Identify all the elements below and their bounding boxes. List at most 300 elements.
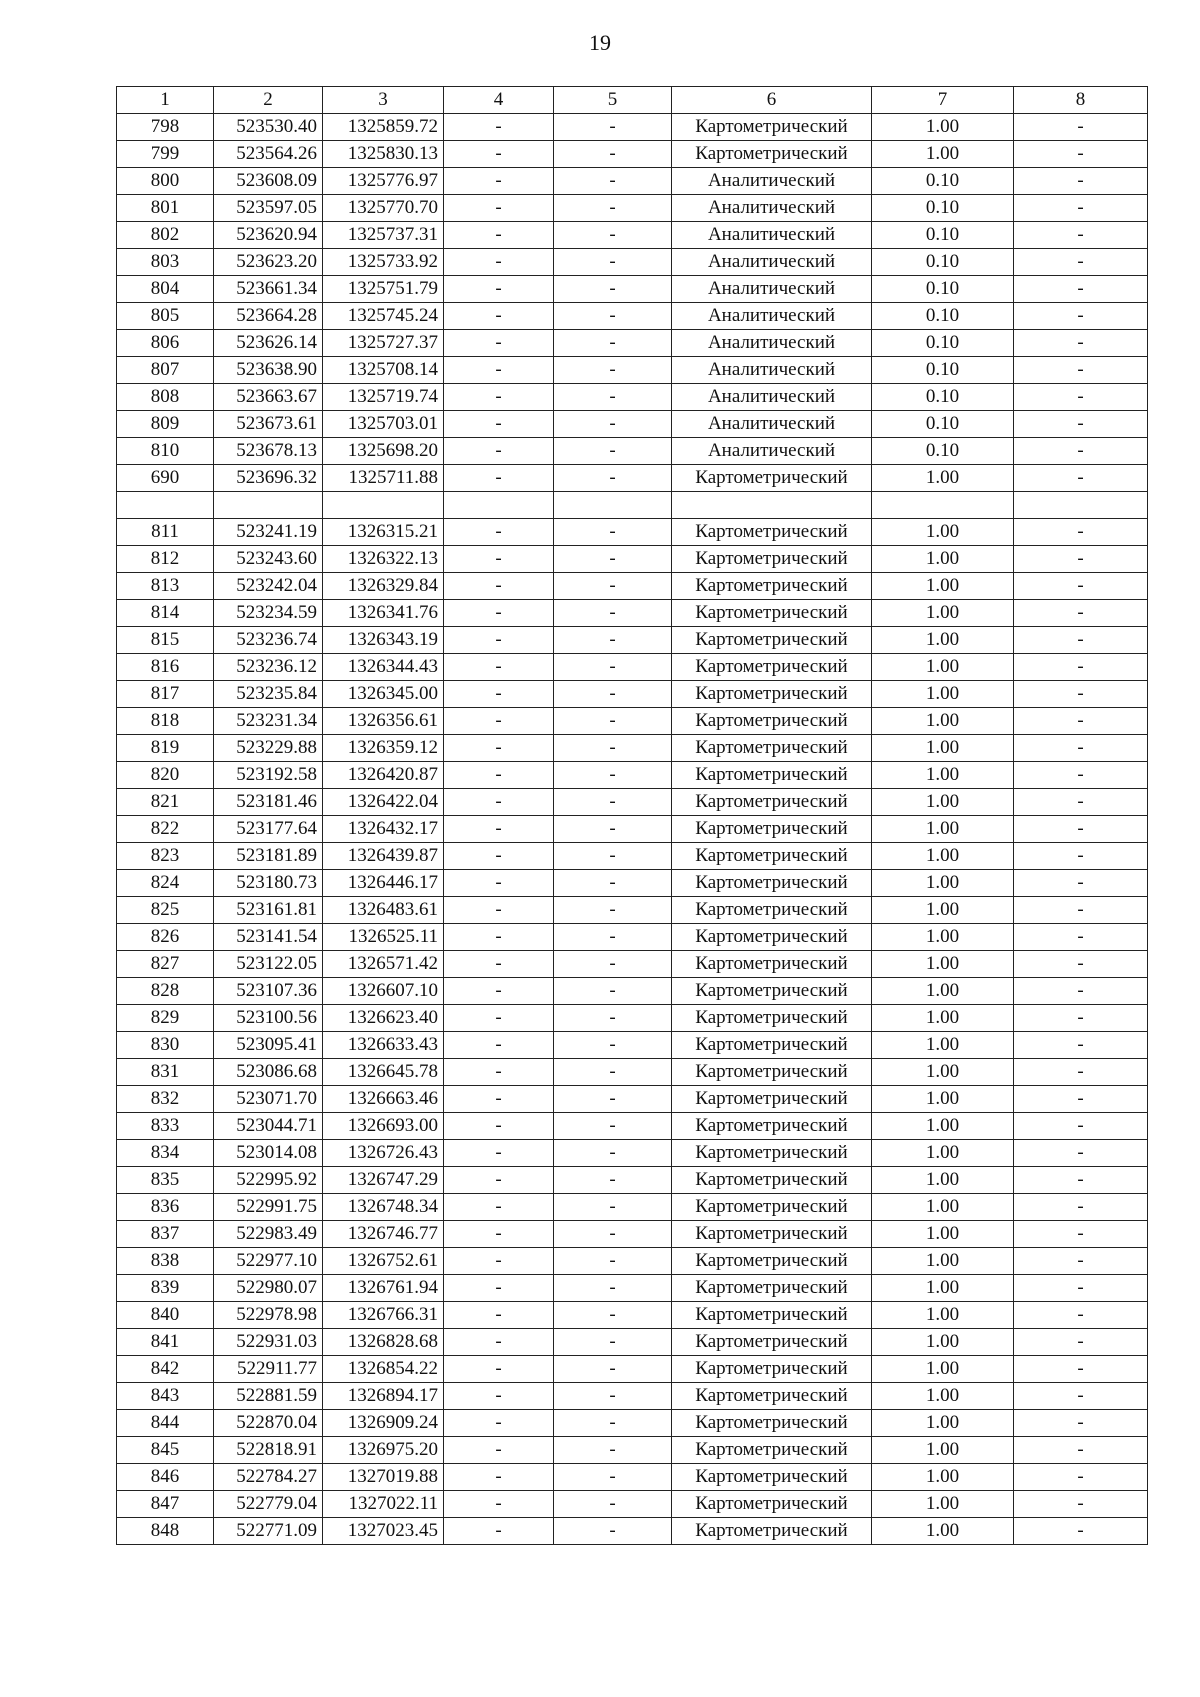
point-number-cell: 831 [117,1059,214,1086]
col4-value-cell: - [444,1194,554,1221]
y-coordinate-cell: 1325859.72 [323,114,444,141]
method-cell: Картометрический [672,924,872,951]
method-cell: Картометрический [672,1167,872,1194]
col8-value-cell: - [1014,168,1148,195]
point-number-cell: 825 [117,897,214,924]
method-cell: Аналитический [672,276,872,303]
y-coordinate-cell: 1326322.13 [323,546,444,573]
accuracy-cell: 1.00 [872,1140,1014,1167]
point-number-cell: 800 [117,168,214,195]
col5-value-cell: - [554,1113,672,1140]
col4-value-cell: - [444,1248,554,1275]
method-cell: Картометрический [672,1194,872,1221]
accuracy-cell: 0.10 [872,411,1014,438]
table-row [117,627,1148,654]
method-cell: Аналитический [672,195,872,222]
method-cell: Картометрический [672,1356,872,1383]
accuracy-cell: 1.00 [872,951,1014,978]
accuracy-cell: 1.00 [872,1086,1014,1113]
col8-value-cell: - [1014,1221,1148,1248]
x-coordinate-cell: 523014.08 [214,1140,323,1167]
y-coordinate-cell: 1326356.61 [323,708,444,735]
col4-value-cell: - [444,1221,554,1248]
col5-value-cell: - [554,1140,672,1167]
header-cell: 3 [323,87,444,114]
accuracy-cell: 1.00 [872,1464,1014,1491]
method-cell [672,492,872,519]
col8-value-cell: - [1014,276,1148,303]
col5-value-cell: - [554,276,672,303]
point-number-cell: 817 [117,681,214,708]
col4-value-cell: - [444,816,554,843]
point-number-cell: 833 [117,1113,214,1140]
col4-value-cell: - [444,303,554,330]
col4-value-cell: - [444,384,554,411]
point-number-cell: 845 [117,1437,214,1464]
method-cell: Картометрический [672,951,872,978]
col4-value-cell: - [444,1356,554,1383]
col8-value-cell: - [1014,303,1148,330]
col5-value-cell: - [554,1437,672,1464]
col5-value-cell: - [554,465,672,492]
method-cell: Картометрический [672,1410,872,1437]
y-coordinate-cell: 1325733.92 [323,249,444,276]
table-row [117,1302,1148,1329]
y-coordinate-cell: 1326483.61 [323,897,444,924]
col8-value-cell: - [1014,573,1148,600]
accuracy-cell: 1.00 [872,1248,1014,1275]
y-coordinate-cell: 1326761.94 [323,1275,444,1302]
point-number-cell: 818 [117,708,214,735]
y-coordinate-cell: 1326828.68 [323,1329,444,1356]
col8-value-cell: - [1014,1140,1148,1167]
point-number-cell: 819 [117,735,214,762]
col5-value-cell: - [554,1194,672,1221]
accuracy-cell: 1.00 [872,114,1014,141]
table-row [117,1194,1148,1221]
accuracy-cell: 1.00 [872,519,1014,546]
method-cell: Аналитический [672,249,872,276]
col5-value-cell: - [554,654,672,681]
col8-value-cell: - [1014,195,1148,222]
page-number: 19 [589,30,611,55]
table-body [117,114,1148,1545]
method-cell: Картометрический [672,978,872,1005]
y-coordinate-cell: 1326894.17 [323,1383,444,1410]
y-coordinate-cell: 1326439.87 [323,843,444,870]
accuracy-cell: 1.00 [872,1032,1014,1059]
col5-value-cell: - [554,924,672,951]
point-number-cell: 844 [117,1410,214,1437]
col4-value-cell: - [444,789,554,816]
table-row [117,1167,1148,1194]
table-row [117,897,1148,924]
y-coordinate-cell: 1326752.61 [323,1248,444,1275]
y-coordinate-cell: 1326663.46 [323,1086,444,1113]
col4-value-cell: - [444,438,554,465]
y-coordinate-cell: 1326343.19 [323,627,444,654]
col4-value-cell: - [444,249,554,276]
method-cell: Картометрический [672,1383,872,1410]
x-coordinate-cell: 523673.61 [214,411,323,438]
header-cell: 8 [1014,87,1148,114]
table-row [117,411,1148,438]
col4-value-cell: - [444,465,554,492]
col5-value-cell: - [554,222,672,249]
point-number-cell: 837 [117,1221,214,1248]
x-coordinate-cell: 523122.05 [214,951,323,978]
col5-value-cell: - [554,249,672,276]
col4-value-cell: - [444,1005,554,1032]
y-coordinate-cell: 1326747.29 [323,1167,444,1194]
col8-value-cell: - [1014,654,1148,681]
col5-value-cell: - [554,1518,672,1545]
col8-value-cell: - [1014,1518,1148,1545]
method-cell: Картометрический [672,816,872,843]
col4-value-cell: - [444,870,554,897]
header-cell: 4 [444,87,554,114]
method-cell: Картометрический [672,546,872,573]
col5-value-cell: - [554,1491,672,1518]
col8-value-cell: - [1014,1032,1148,1059]
method-cell: Картометрический [672,465,872,492]
point-number-cell [117,492,214,519]
table-row [117,1086,1148,1113]
accuracy-cell: 1.00 [872,1518,1014,1545]
method-cell: Картометрический [672,1275,872,1302]
col4-value-cell: - [444,1086,554,1113]
col4-value-cell: - [444,330,554,357]
col4-value-cell: - [444,114,554,141]
col4-value-cell: - [444,1032,554,1059]
col4-value-cell: - [444,1302,554,1329]
col4-value-cell: - [444,519,554,546]
col4-value-cell: - [444,924,554,951]
accuracy-cell: 0.10 [872,303,1014,330]
point-number-cell: 806 [117,330,214,357]
col4-value-cell: - [444,951,554,978]
x-coordinate-cell: 523678.13 [214,438,323,465]
accuracy-cell: 1.00 [872,978,1014,1005]
col4-value-cell: - [444,222,554,249]
y-coordinate-cell: 1325830.13 [323,141,444,168]
y-coordinate-cell: 1325711.88 [323,465,444,492]
col8-value-cell: - [1014,735,1148,762]
table-row [117,492,1148,519]
table-row [117,1356,1148,1383]
col5-value-cell: - [554,978,672,1005]
col4-value-cell: - [444,843,554,870]
point-number-cell: 821 [117,789,214,816]
point-number-cell: 811 [117,519,214,546]
col4-value-cell: - [444,1410,554,1437]
table-row [117,1437,1148,1464]
col8-value-cell: - [1014,1005,1148,1032]
method-cell: Картометрический [672,735,872,762]
method-cell: Картометрический [672,843,872,870]
accuracy-cell: 0.10 [872,168,1014,195]
y-coordinate-cell: 1327019.88 [323,1464,444,1491]
point-number-cell: 809 [117,411,214,438]
header-cell: 2 [214,87,323,114]
table-row [117,546,1148,573]
x-coordinate-cell: 522771.09 [214,1518,323,1545]
col5-value-cell: - [554,897,672,924]
accuracy-cell: 1.00 [872,762,1014,789]
x-coordinate-cell: 522991.75 [214,1194,323,1221]
col8-value-cell: - [1014,222,1148,249]
table-row [117,1113,1148,1140]
point-number-cell: 807 [117,357,214,384]
point-number-cell: 838 [117,1248,214,1275]
x-coordinate-cell: 523664.28 [214,303,323,330]
table-row [117,951,1148,978]
x-coordinate-cell: 523071.70 [214,1086,323,1113]
method-cell: Аналитический [672,384,872,411]
table-row [117,276,1148,303]
y-coordinate-cell [323,492,444,519]
point-number-cell: 815 [117,627,214,654]
col8-value-cell: - [1014,762,1148,789]
col8-value-cell: - [1014,114,1148,141]
table-row [117,1518,1148,1545]
x-coordinate-cell: 522983.49 [214,1221,323,1248]
table-row [117,1248,1148,1275]
y-coordinate-cell: 1325751.79 [323,276,444,303]
point-number-cell: 839 [117,1275,214,1302]
x-coordinate-cell: 523044.71 [214,1113,323,1140]
accuracy-cell: 1.00 [872,897,1014,924]
x-coordinate-cell: 523231.34 [214,708,323,735]
col4-value-cell: - [444,897,554,924]
col5-value-cell: - [554,789,672,816]
table-row [117,141,1148,168]
method-cell: Аналитический [672,357,872,384]
col8-value-cell: - [1014,978,1148,1005]
col8-value-cell: - [1014,465,1148,492]
method-cell: Картометрический [672,600,872,627]
table-row [117,1383,1148,1410]
point-number-cell: 835 [117,1167,214,1194]
accuracy-cell: 1.00 [872,546,1014,573]
accuracy-cell: 1.00 [872,1410,1014,1437]
header-cell: 7 [872,87,1014,114]
method-cell: Картометрический [672,1437,872,1464]
point-number-cell: 847 [117,1491,214,1518]
col5-value-cell: - [554,735,672,762]
accuracy-cell: 0.10 [872,330,1014,357]
col4-value-cell: - [444,627,554,654]
point-number-cell: 832 [117,1086,214,1113]
table-row [117,303,1148,330]
col8-value-cell: - [1014,1275,1148,1302]
y-coordinate-cell: 1326645.78 [323,1059,444,1086]
col4-value-cell: - [444,168,554,195]
table-row [117,573,1148,600]
x-coordinate-cell: 523661.34 [214,276,323,303]
accuracy-cell: 1.00 [872,870,1014,897]
col4-value-cell: - [444,546,554,573]
x-coordinate-cell: 522977.10 [214,1248,323,1275]
table-row [117,114,1148,141]
x-coordinate-cell: 522980.07 [214,1275,323,1302]
col8-value-cell: - [1014,897,1148,924]
col5-value-cell: - [554,141,672,168]
col8-value-cell: - [1014,1491,1148,1518]
method-cell: Картометрический [672,519,872,546]
col5-value-cell: - [554,1410,672,1437]
table-row [117,1491,1148,1518]
x-coordinate-cell: 523107.36 [214,978,323,1005]
accuracy-cell: 0.10 [872,438,1014,465]
col8-value-cell: - [1014,1113,1148,1140]
accuracy-cell: 1.00 [872,1113,1014,1140]
point-number-cell: 812 [117,546,214,573]
table-row [117,1464,1148,1491]
col8-value-cell: - [1014,600,1148,627]
method-cell: Картометрический [672,114,872,141]
col8-value-cell: - [1014,1248,1148,1275]
y-coordinate-cell: 1326975.20 [323,1437,444,1464]
col8-value-cell: - [1014,1059,1148,1086]
accuracy-cell: 1.00 [872,141,1014,168]
col8-value-cell: - [1014,1383,1148,1410]
x-coordinate-cell: 523181.89 [214,843,323,870]
col5-value-cell: - [554,1383,672,1410]
method-cell: Аналитический [672,411,872,438]
point-number-cell: 805 [117,303,214,330]
method-cell: Картометрический [672,1059,872,1086]
accuracy-cell: 1.00 [872,573,1014,600]
col4-value-cell: - [444,978,554,1005]
accuracy-cell: 1.00 [872,1437,1014,1464]
point-number-cell: 848 [117,1518,214,1545]
accuracy-cell: 1.00 [872,627,1014,654]
accuracy-cell: 1.00 [872,1194,1014,1221]
col8-value-cell: - [1014,357,1148,384]
accuracy-cell: 1.00 [872,654,1014,681]
col4-value-cell: - [444,411,554,438]
col5-value-cell: - [554,1329,672,1356]
method-cell: Аналитический [672,303,872,330]
point-number-cell: 834 [117,1140,214,1167]
x-coordinate-cell: 523623.20 [214,249,323,276]
point-number-cell: 840 [117,1302,214,1329]
col5-value-cell: - [554,1086,672,1113]
method-cell: Картометрический [672,1491,872,1518]
col4-value-cell: - [444,1329,554,1356]
x-coordinate-cell: 523236.74 [214,627,323,654]
table-row [117,1059,1148,1086]
col5-value-cell: - [554,1221,672,1248]
table-row [117,1410,1148,1437]
x-coordinate-cell: 523564.26 [214,141,323,168]
x-coordinate-cell: 523141.54 [214,924,323,951]
col5-value-cell: - [554,357,672,384]
col8-value-cell: - [1014,1356,1148,1383]
col5-value-cell: - [554,600,672,627]
point-number-cell: 803 [117,249,214,276]
x-coordinate-cell: 523663.67 [214,384,323,411]
y-coordinate-cell: 1326525.11 [323,924,444,951]
y-coordinate-cell: 1326422.04 [323,789,444,816]
point-number-cell: 810 [117,438,214,465]
col4-value-cell: - [444,600,554,627]
accuracy-cell: 0.10 [872,357,1014,384]
x-coordinate-cell: 522784.27 [214,1464,323,1491]
col4-value-cell: - [444,276,554,303]
point-number-cell: 829 [117,1005,214,1032]
y-coordinate-cell: 1326854.22 [323,1356,444,1383]
point-number-cell: 801 [117,195,214,222]
x-coordinate-cell: 523242.04 [214,573,323,600]
table-row [117,1221,1148,1248]
col5-value-cell: - [554,1167,672,1194]
table-row [117,843,1148,870]
col4-value-cell: - [444,1275,554,1302]
col5-value-cell: - [554,816,672,843]
accuracy-cell: 1.00 [872,1329,1014,1356]
method-cell: Картометрический [672,762,872,789]
method-cell: Картометрический [672,1140,872,1167]
y-coordinate-cell: 1325745.24 [323,303,444,330]
x-coordinate-cell: 523638.90 [214,357,323,384]
col4-value-cell: - [444,708,554,735]
accuracy-cell: 1.00 [872,1275,1014,1302]
method-cell: Картометрический [672,1005,872,1032]
method-cell: Картометрический [672,1221,872,1248]
y-coordinate-cell: 1326341.76 [323,600,444,627]
table-row [117,1140,1148,1167]
method-cell: Картометрический [672,141,872,168]
accuracy-cell: 1.00 [872,1167,1014,1194]
x-coordinate-cell: 523241.19 [214,519,323,546]
point-number-cell: 836 [117,1194,214,1221]
accuracy-cell: 1.00 [872,924,1014,951]
method-cell: Картометрический [672,573,872,600]
method-cell: Картометрический [672,1086,872,1113]
accuracy-cell: 0.10 [872,249,1014,276]
method-cell: Картометрический [672,654,872,681]
accuracy-cell: 1.00 [872,1302,1014,1329]
col5-value-cell: - [554,519,672,546]
col8-value-cell: - [1014,708,1148,735]
table-row [117,519,1148,546]
point-number-cell: 804 [117,276,214,303]
y-coordinate-cell: 1326446.17 [323,870,444,897]
x-coordinate-cell: 523235.84 [214,681,323,708]
col4-value-cell: - [444,1167,554,1194]
table-row [117,1329,1148,1356]
y-coordinate-cell: 1326909.24 [323,1410,444,1437]
col4-value-cell: - [444,681,554,708]
x-coordinate-cell: 523626.14 [214,330,323,357]
col8-value-cell: - [1014,1086,1148,1113]
col8-value-cell: - [1014,1437,1148,1464]
method-cell: Картометрический [672,1248,872,1275]
method-cell: Картометрический [672,681,872,708]
col5-value-cell: - [554,438,672,465]
point-number-cell: 842 [117,1356,214,1383]
x-coordinate-cell: 522818.91 [214,1437,323,1464]
col8-value-cell [1014,492,1148,519]
x-coordinate-cell: 523234.59 [214,600,323,627]
x-coordinate-cell: 523086.68 [214,1059,323,1086]
accuracy-cell: 0.10 [872,384,1014,411]
col8-value-cell: - [1014,870,1148,897]
y-coordinate-cell: 1325776.97 [323,168,444,195]
col8-value-cell: - [1014,141,1148,168]
